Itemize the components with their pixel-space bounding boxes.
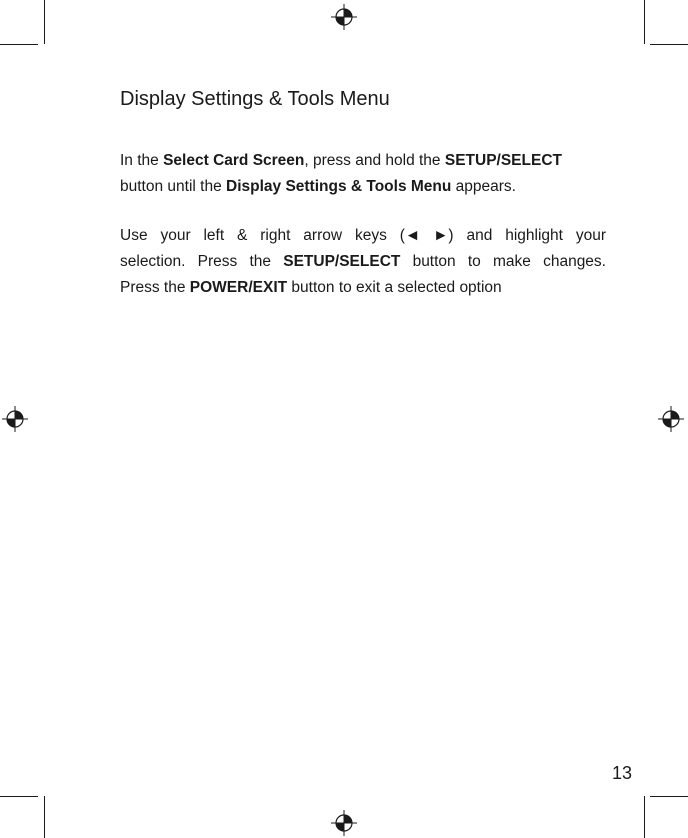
registration-mark-icon [2,406,28,432]
power-exit-term: POWER/EXIT [189,279,288,296]
text-run: selection. Press the [120,253,284,270]
registration-mark-icon [331,4,357,30]
instruction-line-2 [120,249,606,275]
display-settings-menu-term: Display Settings & Tools Menu [226,178,452,195]
crop-mark-top-right-horizontal [650,44,688,45]
instructions-paragraph [120,223,606,301]
text-run: In the [120,152,164,169]
instruction-line-3 [120,275,606,301]
crop-mark-bottom-left-vertical [44,796,45,838]
setup-select-term: SETUP/SELECT [444,152,562,169]
text-run: button to make changes. [400,253,606,270]
intro-paragraph [120,148,606,200]
text-run: Press the [120,279,190,296]
setup-select-term: SETUP/SELECT [283,253,401,270]
registration-mark-icon [658,406,684,432]
crop-mark-top-left-horizontal [0,44,38,45]
crop-mark-top-left-vertical [44,0,45,44]
instruction-line-1: Use your left & right arrow keys (◄ ►) and highlight your [120,227,606,244]
registration-mark-icon [331,810,357,836]
text-run: , press and hold the [304,152,445,169]
text-run: appears. [451,178,516,195]
text-run: button until the [120,178,226,195]
page-number: 13 [612,763,633,783]
crop-mark-bottom-right-vertical [644,796,645,838]
crop-mark-bottom-right-horizontal [650,796,688,797]
section-heading: Display Settings & Tools Menu [120,88,390,110]
select-card-screen-term: Select Card Screen [163,152,305,169]
crop-mark-top-right-vertical [644,0,645,44]
text-run: button to exit a selected option [287,279,502,296]
crop-mark-bottom-left-horizontal [0,796,38,797]
